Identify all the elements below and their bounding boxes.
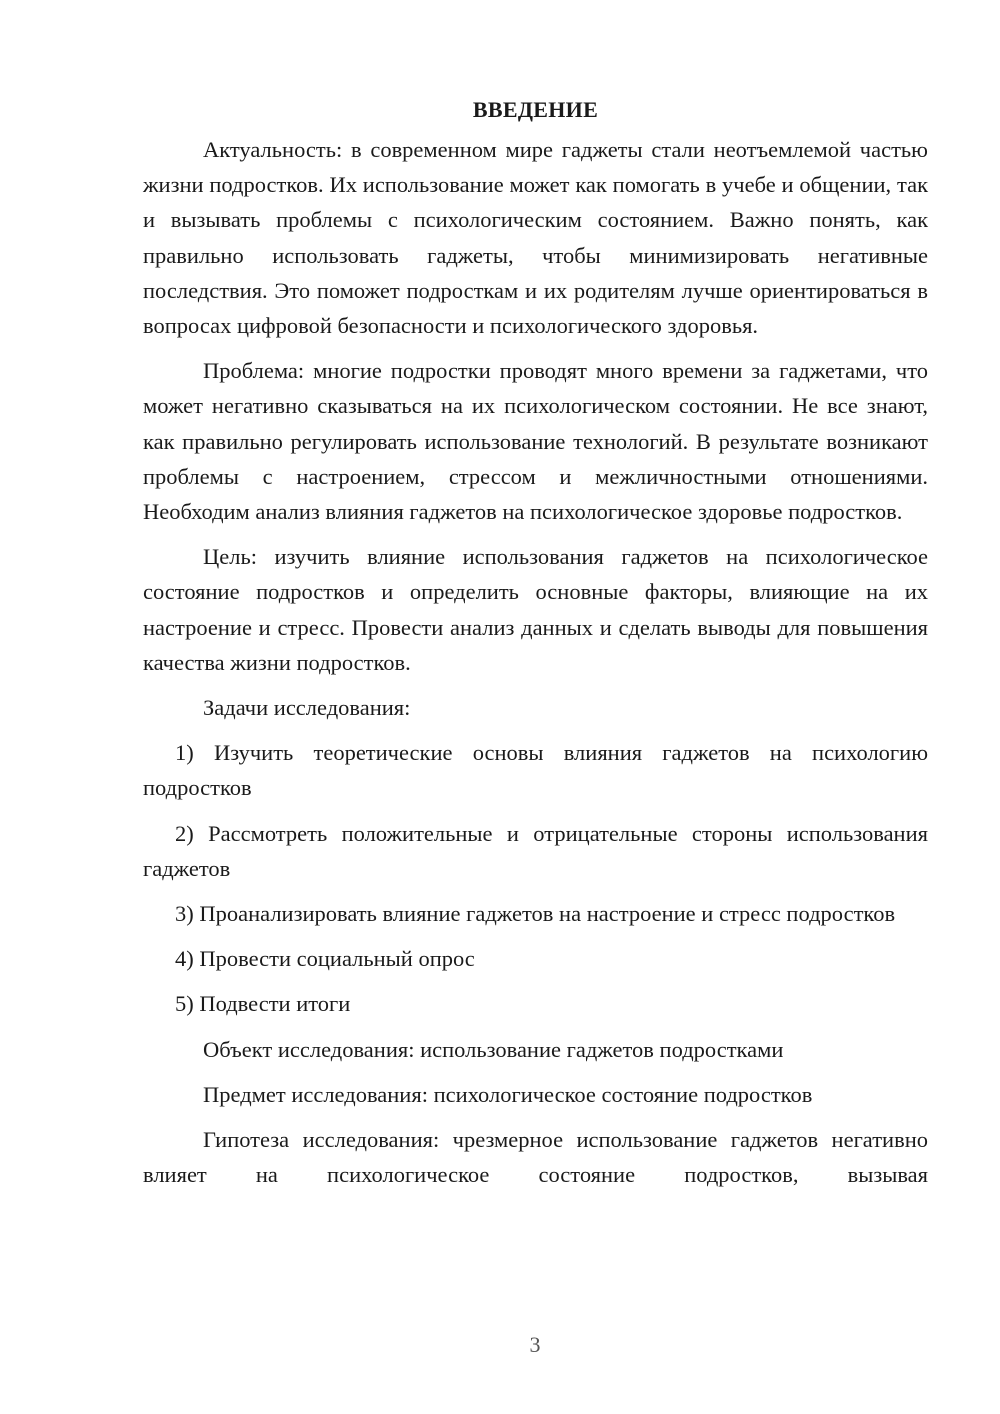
task-item-5: 5) Подвести итоги [175,991,351,1017]
research-subject: Предмет исследования: психологическое состояние подростков [203,1081,813,1107]
research-hypothesis: Гипотеза исследования: чрезмерное использование гаджетов негативно влияет на психологическое состояние подростков, вызывая [143,1127,928,1188]
paragraph-relevance: Актуальность: в современном мире гаджеты стали неотъемлемой частью жизни подростков. Их использование может как помогать в учебе и общении, так и вызывать проблемы с психологическим состоянием. Важно понять, как правильно использовать гаджеты, чтобы минимизировать негативные последствия. Это поможет подросткам и их родителям лучше ориентироваться в вопросах цифровой безопасности и психологического здоровья. [143,137,928,339]
task-item-4: 4) Провести социальный опрос [175,946,475,972]
task-item-3: 3) Проанализировать влияние гаджетов на настроение и стресс подростков [175,901,896,927]
document-page [143,92,928,1192]
paragraph-goal: Цель: изучить влияние использования гаджетов на психологическое состояние подростков и определить основные факторы, влияющие на их настроение и стресс. Провести анализ данных и сделать выводы для повышения качества жизни подростков. [143,544,928,675]
task-item-2: 2) Рассмотреть положительные и отрицательные стороны использования гаджетов [143,820,928,881]
research-object: Объект исследования: использование гаджетов подростками [203,1036,784,1062]
task-item-1: 1) Изучить теоретические основы влияния гаджетов на психологию подростков [143,740,928,801]
page-number: 3 [529,1332,541,1357]
page-title: ВВЕДЕНИЕ [472,97,599,122]
paragraph-problem: Проблема: многие подростки проводят много времени за гаджетами, что может негативно сказываться на их психологическом состоянии. Не все знают, как правильно регулировать использование технологий. В результате возникают проблемы с настроением, стрессом и межличностными отношениями. Необходим анализ влияния гаджетов на психологическое здоровье подростков. [143,358,928,525]
tasks-heading: Задачи исследования: [203,695,411,721]
